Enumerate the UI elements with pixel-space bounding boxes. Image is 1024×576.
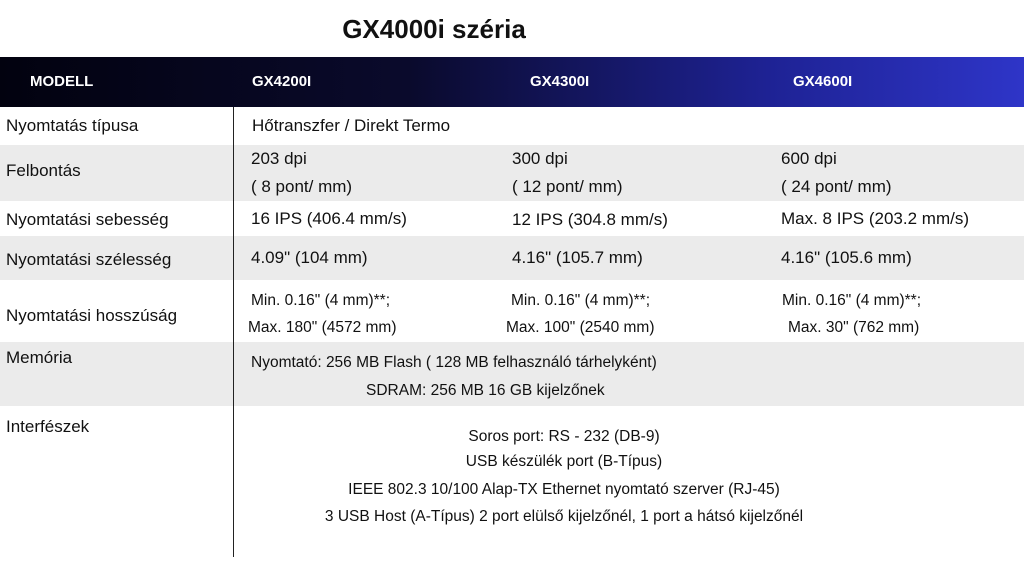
value-resolution-gx4600i: 600 dpi (781, 149, 837, 168)
value-width-gx4200i: 4.09" (104 mm) (251, 248, 368, 267)
value-print-type: Hőtranszfer / Direkt Termo (252, 116, 451, 135)
label-memory: Memória (6, 348, 73, 367)
value-resolution-gx4200i: 203 dpi (251, 149, 307, 168)
label-resolution: Felbontás (6, 161, 81, 180)
value-interface-ethernet: IEEE 802.3 10/100 Alap-TX Ethernet nyomtató szerver (RJ-45) (348, 481, 780, 498)
value-memory-flash: Nyomtató: 256 MB Flash ( 128 MB felhasználó tárhelyként) (251, 354, 657, 371)
value-resolution-gx4300i-pts: ( 12 pont/ mm) (512, 177, 623, 196)
value-speed-gx4300i: 12 IPS (304.8 mm/s) (512, 210, 668, 229)
value-interface-usb-device: USB készülék port (B-Típus) (465, 453, 663, 470)
label-speed: Nyomtatási sebesség (6, 210, 169, 229)
value-length-gx4200i-max: Max. 180" (4572 mm) (248, 319, 397, 336)
value-speed-gx4200i: 16 IPS (406.4 mm/s) (251, 209, 407, 228)
value-length-gx4300i-min: Min. 0.16" (4 mm)**; (511, 292, 651, 309)
label-width: Nyomtatási szélesség (6, 250, 172, 269)
value-resolution-gx4200i-pts: ( 8 pont/ mm) (251, 177, 353, 196)
value-width-gx4600i: 4.16" (105.6 mm) (781, 248, 912, 267)
value-length-gx4200i-min: Min. 0.16" (4 mm)**; (251, 292, 391, 309)
value-interface-serial: Soros port: RS - 232 (DB-9) (468, 428, 660, 445)
value-length-gx4600i-min: Min. 0.16" (4 mm)**; (782, 292, 922, 309)
header-model: MODELL (30, 73, 94, 90)
table-header (0, 57, 1024, 107)
value-length-gx4300i-max: Max. 100" (2540 mm) (506, 319, 655, 336)
value-speed-gx4600i: Max. 8 IPS (203.2 mm/s) (781, 209, 969, 228)
header-gx4300i: GX4300I (530, 73, 590, 90)
value-interface-usb-host: 3 USB Host (A-Típus) 2 port elülső kijelzőnél, 1 port a hátsó kijelzőnél (324, 508, 804, 525)
value-length-gx4600i-max: Max. 30" (762 mm) (788, 319, 920, 336)
page-title: GX4000i széria (342, 14, 526, 44)
label-print-type: Nyomtatás típusa (6, 116, 139, 135)
value-width-gx4300i: 4.16" (105.7 mm) (512, 248, 643, 267)
value-resolution-gx4600i-pts: ( 24 pont/ mm) (781, 177, 892, 196)
label-length: Nyomtatási hosszúság (6, 306, 178, 325)
label-interfaces: Interfészek (6, 417, 90, 436)
value-memory-sdram: SDRAM: 256 MB 16 GB kijelzőnek (366, 382, 605, 399)
header-gx4200i: GX4200I (252, 73, 312, 90)
header-gx4600i: GX4600I (793, 73, 853, 90)
value-resolution-gx4300i: 300 dpi (512, 149, 568, 168)
